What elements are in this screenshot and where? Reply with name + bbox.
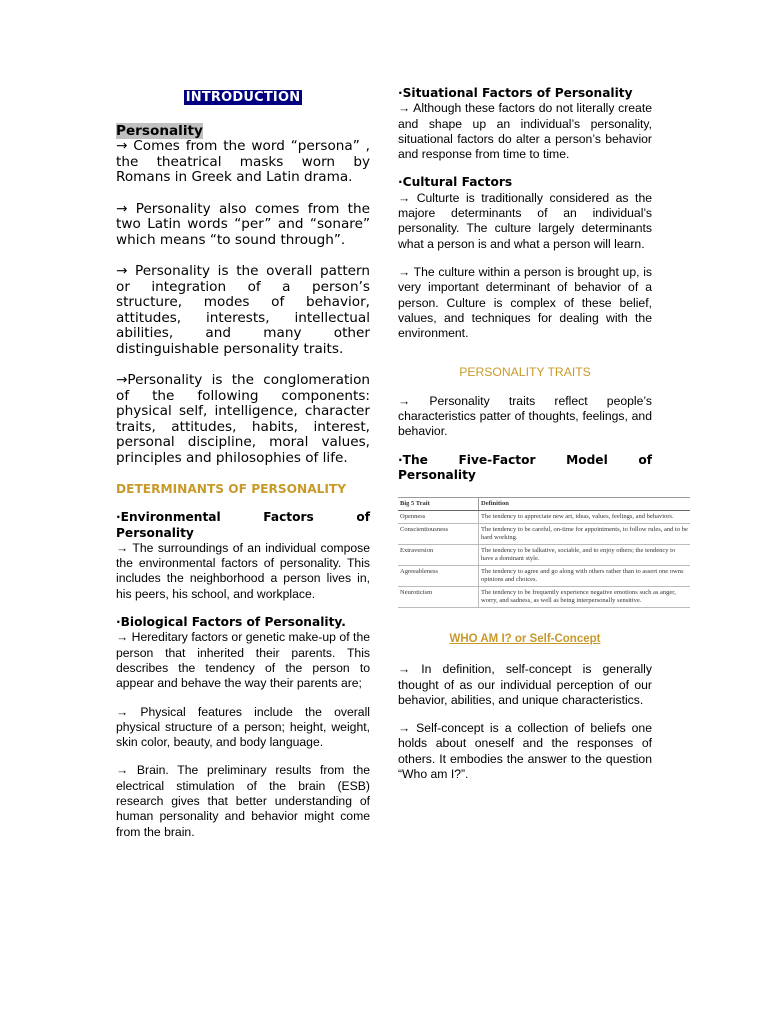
table-header-cell: Definition <box>479 498 691 511</box>
personality-paragraph-2: → Personality also comes from the two Latin words “per” and “sonare” which means “to sound through”. <box>116 200 370 248</box>
personality-traits-text: → Personality traits reflect people’s characteristics patter of thoughts, feelings, and behavior. <box>398 393 652 439</box>
left-column <box>116 86 370 840</box>
physical-features-text: → Physical features include the overall physical structure of a person; height, weight, skin color, beauty, and body language. <box>116 704 370 750</box>
table-row <box>398 524 690 545</box>
table-header-cell: Big 5 Trait <box>398 498 479 511</box>
personality-paragraph-3: → Personality is the overall pattern or integration of a person’s structure, modes of behavior, attitudes, interests, intellectual abilities, and many other distinguishable personality traits. <box>116 263 370 357</box>
table-row <box>398 566 690 587</box>
table-cell-definition: The tendency to appreciate new art, ideas, values, feelings, and behaviors. <box>479 511 691 524</box>
cultural-factors-heading: ·Cultural Factors <box>398 175 513 190</box>
biological-factors-text: → Hereditary factors or genetic make-up of the person that inherited their parents. This describes the tendency of the person to appear and behave the way their parents are; <box>116 630 370 691</box>
who-am-i-heading: WHO AM I? or Self-Concept <box>449 633 601 646</box>
right-column <box>398 86 688 782</box>
cultural-factors-text-1: → Culturte is traditionally considered as the majore determinants of an individual’s personality. The culture largely determinants what a person is and what a person will learn. <box>398 190 652 251</box>
table-cell-definition: The tendency to be careful, on-time for appointments, to follow rules, and to be hard working. <box>479 524 691 545</box>
personality-heading: Personality <box>116 123 203 139</box>
personality-heading-wrap <box>116 120 370 139</box>
table-row <box>398 545 690 566</box>
brain-text: → Brain. The preliminary results from the electrical stimulation of the brain (ESB) research gives that better understanding of human personality and behavior might come from the brain. <box>116 763 370 839</box>
table-row <box>398 511 690 524</box>
introduction-heading: INTRODUCTION <box>185 90 301 105</box>
table-cell-trait: Conscientiousness <box>398 524 479 545</box>
table-cell-trait: Openness <box>398 511 479 524</box>
table-cell-trait: Extraversion <box>398 545 479 566</box>
cultural-factors-text-2: → The culture within a person is brought up, is very important determinant of behavior of a person. Culture is complex of these belief, values, and techniques for dealing with the environment. <box>398 264 652 341</box>
personality-paragraph-4: →Personality is the conglomeration of the following components: physical self, intelligence, character traits, attitudes, habits, interest, personal discipline, moral values, principles and philosophies of life. <box>116 372 370 466</box>
table-cell-trait: Neuroticism <box>398 587 479 608</box>
table-cell-definition: The tendency to be talkative, sociable, and to enjoy others; the tendency to have a dominant style. <box>479 545 691 566</box>
self-concept-text-2: → Self-concept is a collection of beliefs one holds about oneself and the responses of others. It embodies the answer to the question “Who am I?”. <box>398 721 652 782</box>
five-factor-heading: ·The Five-Factor Model of Personality <box>398 452 652 482</box>
self-concept-text-1: → In definition, self-concept is generally thought of as our individual perception of our behavior, abilities, and unique characteristics. <box>398 662 652 707</box>
intro-heading-wrap <box>116 86 370 106</box>
personality-paragraph-1: → Comes from the word “persona” , the theatrical masks worn by Romans in Greek and Latin drama. <box>116 138 370 185</box>
table-cell-definition: The tendency to be frequently experience negative emotions such as anger, worry, and sadness, as well as being interpersonally sensitive. <box>479 587 691 608</box>
big-five-table <box>398 497 690 608</box>
determinants-heading: DETERMINANTS OF PERSONALITY <box>116 482 347 496</box>
table-cell-definition: The tendency to agree and go along with others rather than to assert one owns opinions and choices. <box>479 566 691 587</box>
table-cell-trait: Agreeableness <box>398 566 479 587</box>
table-row <box>398 587 690 608</box>
situational-factors-heading: ·Situational Factors of Personality <box>398 86 633 100</box>
biological-factors-heading: ·Biological Factors of Personality. <box>116 615 346 630</box>
table-header-row <box>398 498 690 511</box>
environmental-factors-heading: ·Environmental Factors of Personality <box>116 510 370 540</box>
situational-factors-text: → Although these factors do not literally create and shape up an individual’s personality, situational factors do alter a person’s behavior and response from time to time. <box>398 101 652 162</box>
personality-traits-heading: PERSONALITY TRAITS <box>459 365 591 380</box>
environmental-factors-text: → The surroundings of an individual compose the environmental factors of personality. This includes the neighborhood a person lives in, his peers, his school, and workplace. <box>116 540 370 601</box>
